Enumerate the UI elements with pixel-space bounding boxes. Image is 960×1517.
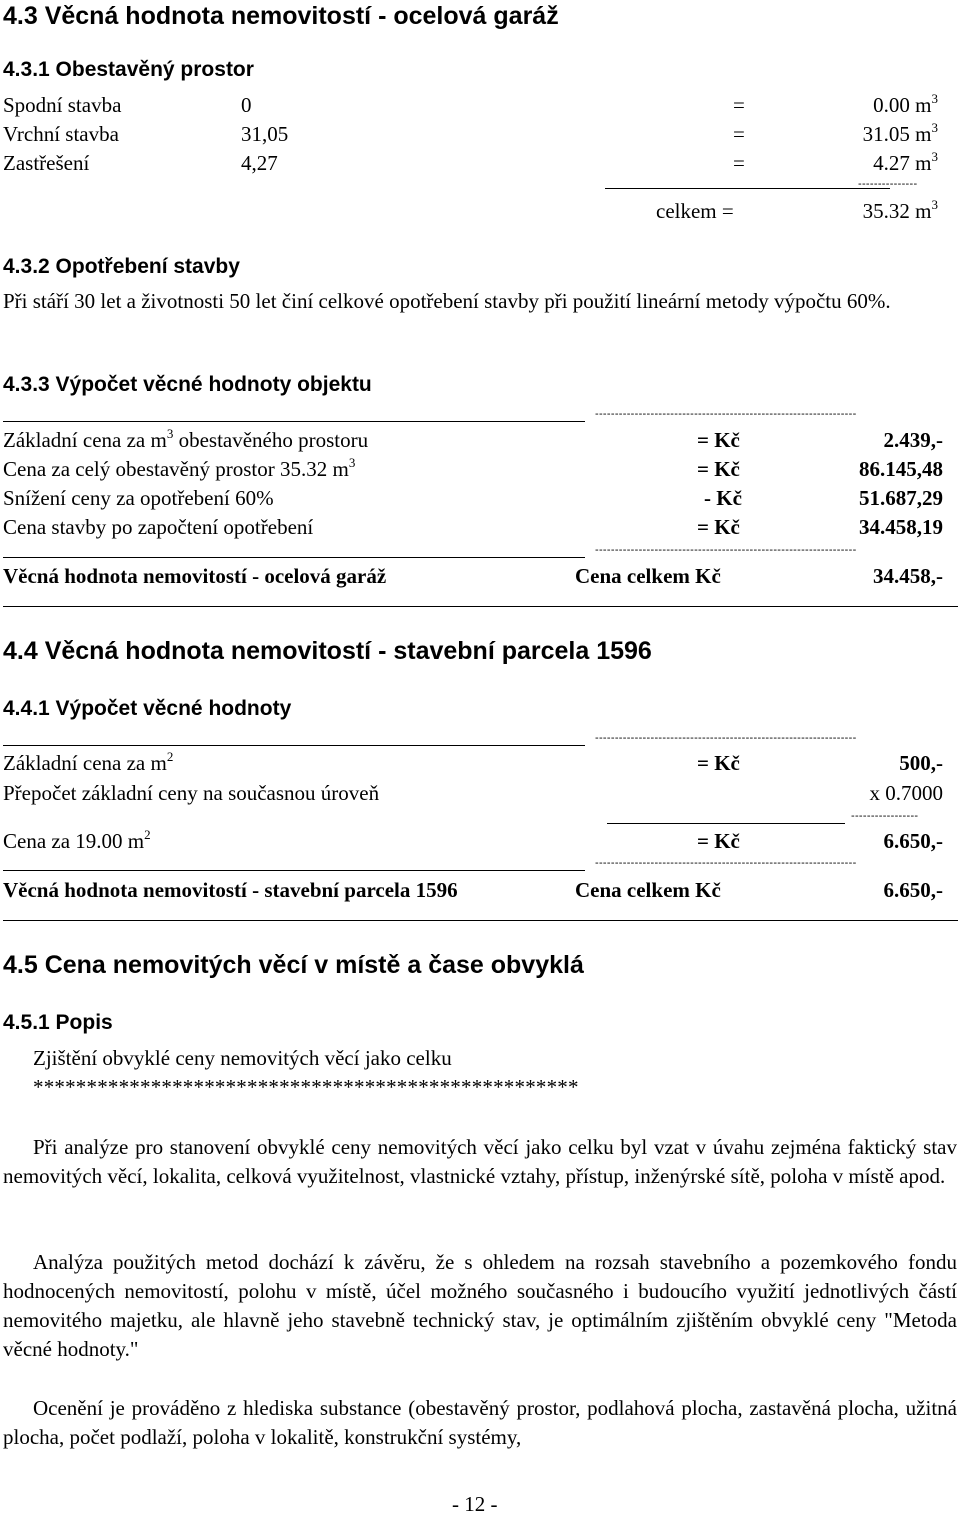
paragraph: Ocenění je prováděno z hlediska substance (obestavěný prostor, podlahová plocha, zastavěná plocha, užitná plocha, počet podlaží, poloha v lokalitě, konstrukční systémy,: [3, 1396, 957, 1449]
volume-label: Vrchní stavba: [3, 122, 119, 146]
dash-rule: ------------------------------------------------------------------: [595, 732, 857, 744]
table-rule: [3, 920, 958, 921]
calc-row-value: 6.650,-: [883, 829, 943, 853]
calc-row-value: 34.458,19: [859, 515, 943, 539]
volume-result: 0.00 $m^3$: [873, 91, 938, 117]
table-rule: [3, 870, 585, 871]
wear-text: Při stáří 30 let a životnosti 50 let činí celkové opotřebení stavby při použití lineární metody výpočtu 60%.: [3, 289, 891, 313]
calc-row-op: = Kč: [697, 457, 740, 481]
table-rule: [3, 745, 585, 746]
page-number: - 12 -: [452, 1492, 498, 1516]
table-rule: [607, 823, 845, 824]
section-title-4-3: 4.3 Věcná hodnota nemovitostí - ocelová garáž: [3, 2, 559, 30]
final-value-label: Věcná hodnota nemovitostí - stavební parcela 1596: [3, 878, 458, 902]
calc-row-value: 86.145,48: [859, 457, 943, 481]
calc-row-label: Základní cena za $m^3$ obestavěného prostoru: [3, 426, 369, 452]
volume-eq: =: [733, 122, 745, 146]
dash-rule: ------------------------------------------------------------------: [595, 544, 857, 556]
table-rule: [3, 557, 585, 558]
volume-eq: =: [733, 151, 745, 175]
calc-row-op: = Kč: [697, 751, 740, 775]
volume-total-label: celkem =: [656, 199, 734, 223]
stars-rule: ***************************************************: [33, 1075, 579, 1099]
volume-label: Zastřešení: [3, 151, 90, 175]
sum-rule: [605, 188, 890, 189]
calc-row-value: 51.687,29: [859, 486, 943, 510]
calc-row-label: Přepočet základní ceny na současnou úroveň: [3, 781, 380, 805]
section-title-4-3-1: 4.3.1 Obestavěný prostor: [3, 58, 254, 81]
calc-row-label: Cena stavby po započtení opotřebení: [3, 515, 314, 539]
calc-row-op: - Kč: [704, 486, 742, 510]
calc-row-label: Cena za celý obestavěný prostor 35.32 $m^3$: [3, 455, 356, 481]
calc-row-label: Základní cena za $m^2$: [3, 749, 174, 775]
dash-rule: -----------------: [851, 810, 919, 822]
section-title-4-3-2: 4.3.2 Opotřebení stavby: [3, 255, 240, 278]
calc-row-label: Cena za 19.00 $m^2$: [3, 827, 151, 853]
dash-rule: ------------------------------------------------------------------: [595, 408, 857, 420]
calc-row-value: x 0.7000: [869, 781, 943, 805]
volume-value: 0: [241, 93, 252, 117]
section-title-4-4: 4.4 Věcná hodnota nemovitostí - stavební parcela 1596: [3, 637, 652, 665]
final-value-amount: 34.458,-: [873, 564, 943, 588]
calc-row-op: = Kč: [697, 428, 740, 452]
section-title-4-5-1: 4.5.1 Popis: [3, 1011, 113, 1034]
volume-value: 31,05: [241, 122, 289, 146]
final-value-op: Cena celkem Kč: [575, 564, 721, 588]
calc-row-label: Snížení ceny za opotřebení 60%: [3, 486, 274, 510]
section-title-4-4-1: 4.4.1 Výpočet věcné hodnoty: [3, 697, 292, 720]
sum-dashes: ---------------: [858, 178, 918, 190]
volume-result: 31.05 $m^3$: [862, 120, 938, 146]
table-rule: [3, 421, 585, 422]
table-rule: [3, 606, 958, 607]
final-value-amount: 6.650,-: [883, 878, 943, 902]
paragraph: Při analýze pro stanovení obvyklé ceny nemovitých věcí jako celku byl vzat v úvahu zejména faktický stav nemovitých věcí, lokalita, celková využitelnost, vlastnické vztahy, přístup, inženýrské sítě, poloha v místě apod.: [3, 1135, 957, 1188]
volume-label: Spodní stavba: [3, 93, 122, 117]
paragraph: Analýza použitých metod dochází k závěru, že s ohledem na rozsah stavebního a pozemkového fondu hodnocených nemovitostí, polohu v místě, účel možného současného i budoucího využití jednotlivých částí nemovitého majetku, ale hlavně jeho stavebně technický stav, je optimálním zjištěním obvyklé ceny "Metoda věcné hodnoty.": [3, 1250, 957, 1361]
volume-total-value: 35.32 $m^3$: [862, 197, 938, 223]
section-title-4-5: 4.5 Cena nemovitých věcí v místě a čase obvyklá: [3, 951, 584, 979]
calc-row-op: = Kč: [697, 829, 740, 853]
final-value-label: Věcná hodnota nemovitostí - ocelová garáž: [3, 564, 387, 588]
volume-result: 4.27 $m^3$: [873, 149, 938, 175]
calc-row-value: 2.439,-: [883, 428, 943, 452]
volume-eq: =: [733, 93, 745, 117]
section-title-4-3-3: 4.3.3 Výpočet věcné hodnoty objektu: [3, 373, 372, 396]
dash-rule: ------------------------------------------------------------------: [595, 857, 857, 869]
description-heading: Zjištění obvyklé ceny nemovitých věcí jako celku: [33, 1046, 452, 1070]
volume-value: 4,27: [241, 151, 278, 175]
final-value-op: Cena celkem Kč: [575, 878, 721, 902]
calc-row-op: = Kč: [697, 515, 740, 539]
calc-row-value: 500,-: [899, 751, 943, 775]
